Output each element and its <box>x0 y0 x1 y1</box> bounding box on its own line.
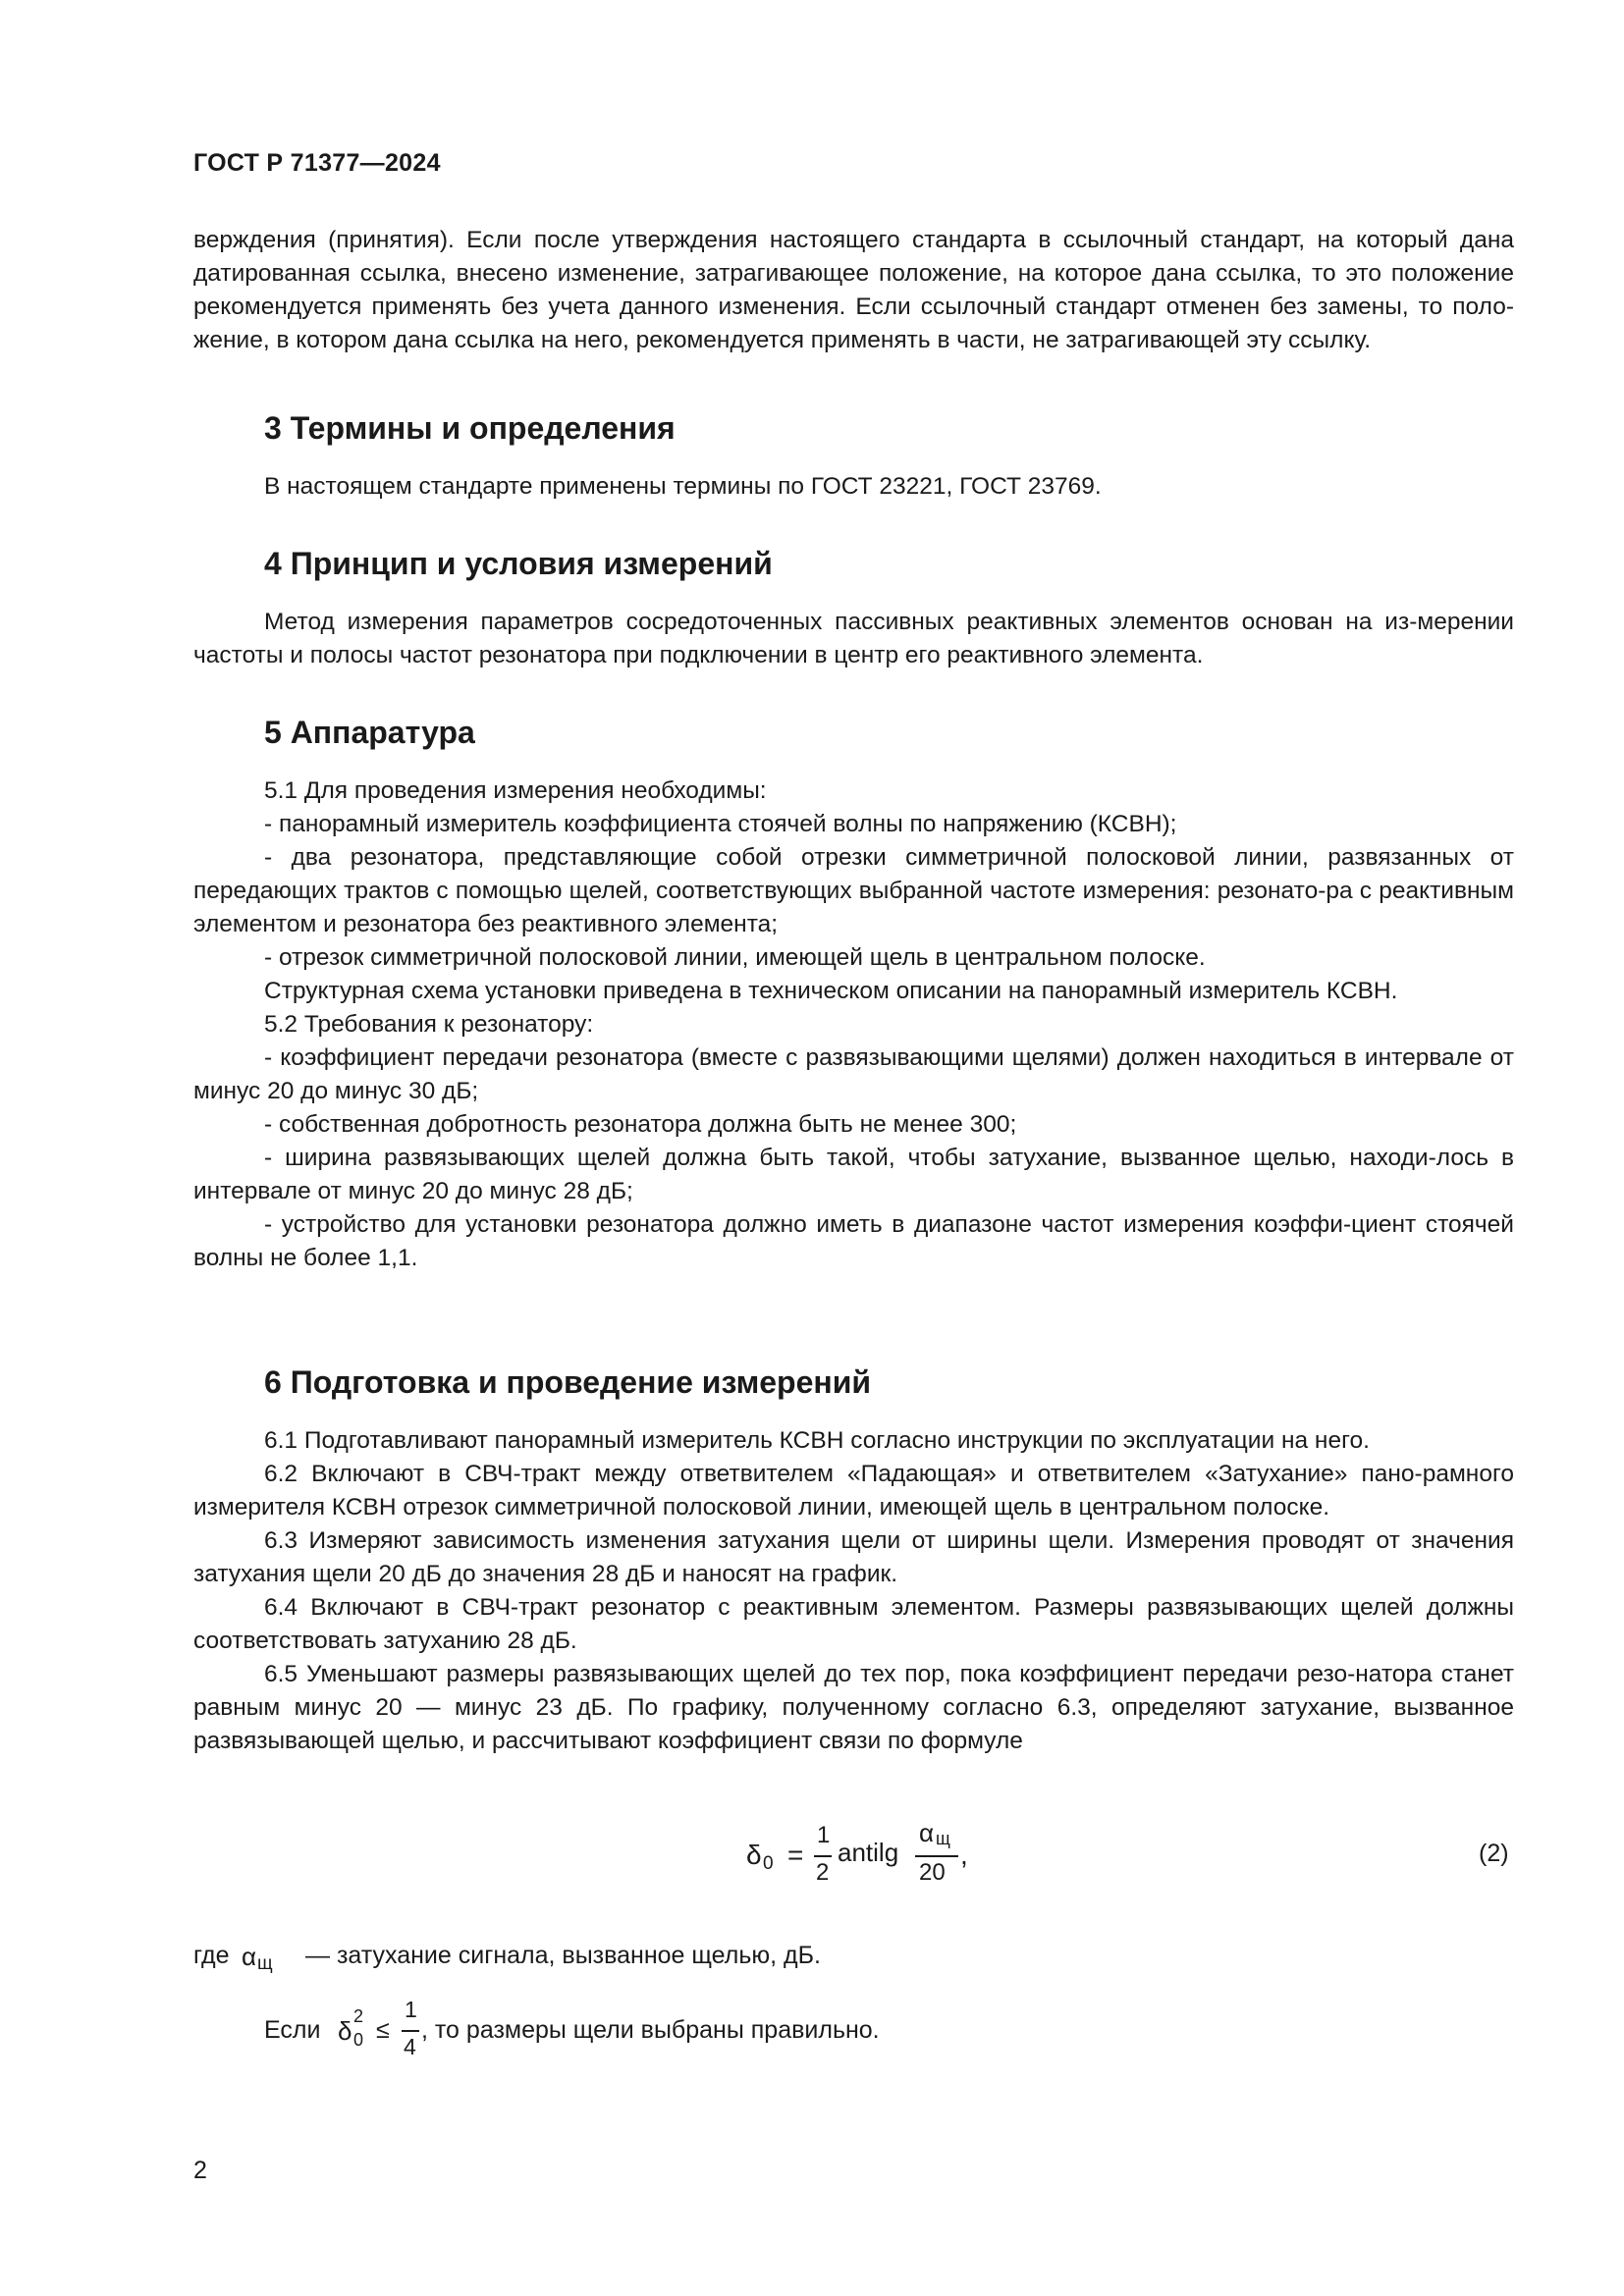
formula-delta: δ <box>746 1840 762 1870</box>
legend-alpha-subscript: щ <box>257 1953 273 1974</box>
paragraph-5-1: 5.1 Для проведения измерения необходимы: <box>264 777 767 804</box>
document-header: ГОСТ Р 71377—2024 <box>193 149 441 177</box>
intro-line: верждения (принятия). Если после утверждения настоящего стандарта в ссылочный стандарт, на который дана <box>193 227 1514 253</box>
legend-alpha: α <box>242 1942 257 1971</box>
list-item: - два резонатора, представляющие собой отрезки симметричной полосковой линии, развязанных от передающих трактов с помощью щелей, соответствующих выбранной частоте измерения: резонато-ра с реактивным элементом и резонатора без реактивного элемента; <box>193 844 1514 937</box>
list-item: - коэффициент передачи резонатора (вместе с развязывающими щелями) должен находиться в интервале от минус 20 до минус 30 дБ; <box>193 1044 1514 1104</box>
formula-frac2-denominator: 20 <box>919 1859 946 1886</box>
condition-prefix: Если <box>264 2016 321 2044</box>
list-item: - устройство для установки резонатора должно иметь в диапазоне частот измерения коэффи-циент стоячей волны не более 1,1. <box>193 1211 1514 1271</box>
condition-delta-superscript: 2 <box>353 2006 364 2026</box>
intro-line: датированная ссылка, внесено изменение, затрагивающее положение, на которое дана ссылка, то это положение <box>193 260 1514 287</box>
paragraph-6-1: 6.1 Подготавливают панорамный измеритель КСВН согласно инструкции по эксплуатации на него. <box>264 1427 1370 1454</box>
intro-line: рекомендуется применять без учета данного изменения. Если ссылочный стандарт отменен без замены, то поло- <box>193 294 1514 320</box>
formula-equals: = <box>787 1840 804 1870</box>
fraction-bar <box>814 1855 832 1857</box>
section-6-body <box>193 1424 1514 1758</box>
intro-paragraph <box>193 224 1514 357</box>
formula-frac1-numerator: 1 <box>817 1822 831 1848</box>
legend-text: — затухание сигнала, вызванное щелью, дБ. <box>305 1942 821 1969</box>
paragraph-5-2: 5.2 Требования к резонатору: <box>264 1011 594 1038</box>
paragraph-6-3: 6.3 Измеряют зависимость изменения затухания щели от ширины щели. Измерения проводят от значения затухания щели 20 дБ до значения 28 дБ и наносят на график. <box>193 1527 1514 1587</box>
section-3-text: В настоящем стандарте применены термины по ГОСТ 23221, ГОСТ 23769. <box>264 473 1102 500</box>
legend-prefix: где <box>193 1942 230 1969</box>
condition-line <box>264 1993 1148 2071</box>
condition-denominator: 4 <box>404 2034 416 2059</box>
section-5-body <box>193 774 1514 1275</box>
section-6-title: 6 Подготовка и проведение измерений <box>264 1364 872 1400</box>
condition-text: , то размеры щели выбраны правильно. <box>421 2016 880 2044</box>
condition-delta: δ <box>338 2016 352 2046</box>
list-item: - ширина развязывающих щелей должна быть такой, чтобы затухание, вызванное щелью, находи-лось в интервале от минус 20 до минус 28 дБ; <box>193 1145 1514 1204</box>
formula-2 <box>746 1816 1041 1904</box>
fraction-bar <box>915 1855 958 1857</box>
formula-frac1-denominator: 2 <box>816 1859 830 1886</box>
condition-numerator: 1 <box>405 1997 417 2022</box>
formula-number: (2) <box>1479 1840 1509 1867</box>
paragraph-6-2: 6.2 Включают в СВЧ-тракт между ответвителем «Падающая» и ответвителем «Затухание» пано-рамного измерителя КСВН отрезок симметричной полосковой линии, имеющей щель в центральном полоске. <box>193 1461 1514 1521</box>
section-3-body <box>193 470 1514 504</box>
paragraph-schematic: Структурная схема установки приведена в техническом описании на панорамный измеритель КСВН. <box>264 978 1398 1004</box>
list-item: - отрезок симметричной полосковой линии, имеющей щель в центральном полоске. <box>264 944 1206 971</box>
section-4-title: 4 Принцип и условия измерений <box>264 546 773 581</box>
formula-comma: , <box>960 1840 968 1870</box>
condition-operator: ≤ <box>376 2016 390 2044</box>
section-4-text: Метод измерения параметров сосредоточенных пассивных реактивных элементов основан на из-мерении частоты и полосы частот резонатора при подключении в центр его реактивного элемента. <box>193 609 1514 668</box>
page-number: 2 <box>193 2157 207 2184</box>
formula-frac2-alpha: α <box>919 1818 935 1847</box>
paragraph-6-5: 6.5 Уменьшают размеры развязывающих щелей до тех пор, пока коэффициент передачи резо-натора станет равным минус 20 — минус 23 дБ. По графику, полученному согласно 6.3, определяют затухание, вызванное развязывающей щелью, и рассчитывают коэффициент связи по формуле <box>193 1661 1514 1754</box>
formula-delta-subscript: 0 <box>763 1853 774 1874</box>
section-4-body <box>193 606 1514 672</box>
formula-frac2-alpha-subscript: щ <box>936 1829 950 1848</box>
section-5-title: 5 Аппаратура <box>264 715 475 750</box>
intro-line: жение, в котором дана ссылка на него, рекомендуется применять в части, не затрагивающей эту ссылку. <box>193 327 1372 353</box>
list-item: - панорамный измеритель коэффициента стоячей волны по напряжению (КСВН); <box>264 811 1177 837</box>
fraction-bar <box>402 2030 419 2032</box>
section-3-title: 3 Термины и определения <box>264 410 676 446</box>
list-item: - собственная добротность резонатора должна быть не менее 300; <box>264 1111 1017 1138</box>
formula-antilg: antilg <box>838 1838 899 1867</box>
formula-legend <box>193 1942 979 1981</box>
condition-delta-subscript: 0 <box>353 2030 364 2050</box>
paragraph-6-4: 6.4 Включают в СВЧ-тракт резонатор с реактивным элементом. Размеры развязывающих щелей должны соответствовать затуханию 28 дБ. <box>193 1594 1514 1654</box>
